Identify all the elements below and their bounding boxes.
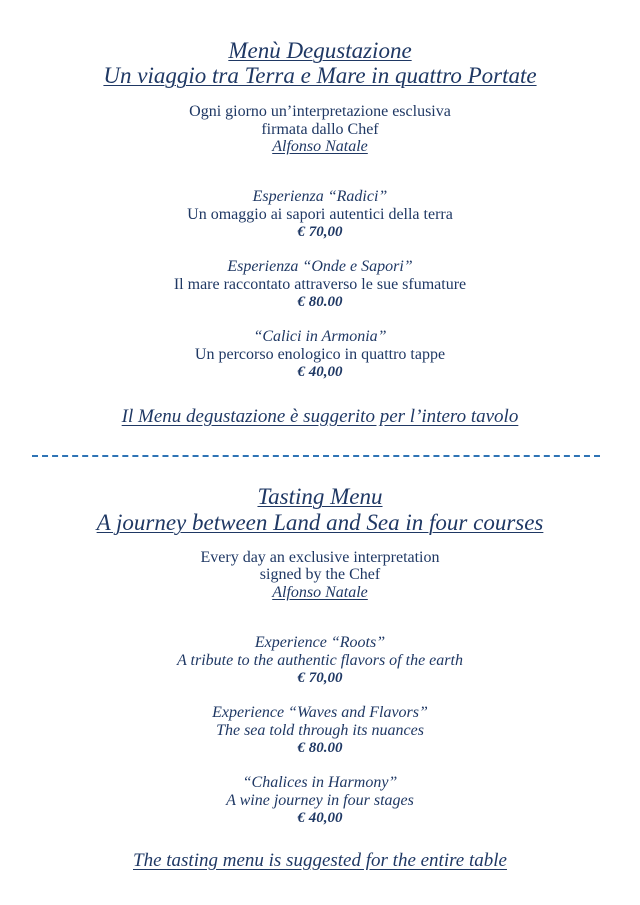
- english-experience-1-description: A tribute to the authentic flavors of the earth: [177, 652, 463, 669]
- english-intro-line2: signed by the Chef: [259, 566, 381, 583]
- italian-experience-2-price: € 80.00: [297, 294, 343, 310]
- english-experience-1-title: Experience “Roots”: [254, 634, 386, 651]
- english-subtitle: A journey between Land and Sea in four courses: [96, 510, 544, 535]
- english-experience-2-price: € 80.00: [297, 740, 343, 756]
- italian-experience-2-description: Il mare raccontato attraverso le sue sfumature: [173, 276, 467, 293]
- english-experience-3-title: “Chalices in Harmony”: [242, 774, 398, 791]
- italian-experience-3-description: Un percorso enologico in quattro tappe: [194, 346, 446, 363]
- italian-experience-1-title: Esperienza “Radici”: [252, 188, 388, 205]
- italian-intro-line2: firmata dallo Chef: [261, 121, 379, 138]
- italian-experience-1-price: € 70,00: [297, 224, 343, 240]
- english-notice: The tasting menu is suggested for the entire table: [133, 850, 507, 871]
- english-experience-3-price: € 40,00: [297, 810, 343, 826]
- english-experience-2-title: Experience “Waves and Flavors”: [212, 704, 428, 721]
- italian-experience-2-title: Esperienza “Onde e Sapori”: [227, 258, 413, 275]
- italian-chef-name: Alfonso Natale: [272, 138, 368, 155]
- english-intro-line1: Every day an exclusive interpretation: [200, 549, 440, 566]
- english-experience-3-description: A wine journey in four stages: [226, 792, 414, 809]
- italian-experience-3-title: “Calici in Armonia”: [253, 328, 387, 345]
- english-experience-1-price: € 70,00: [297, 670, 343, 686]
- english-chef-name: Alfonso Natale: [272, 584, 368, 601]
- english-title: Tasting Menu: [257, 484, 383, 509]
- italian-experience-1-description: Un omaggio ai sapori autentici della terra: [187, 206, 453, 223]
- italian-subtitle: Un viaggio tra Terra e Mare in quattro Portate: [103, 63, 537, 88]
- italian-notice: Il Menu degustazione è suggerito per l’intero tavolo: [121, 406, 519, 427]
- section-divider: [32, 455, 600, 457]
- english-experience-2-description: The sea told through its nuances: [216, 722, 424, 739]
- italian-intro-line1: Ogni giorno un’interpretazione esclusiva: [189, 103, 451, 120]
- italian-title: Menù Degustazione: [228, 38, 412, 63]
- italian-experience-3-price: € 40,00: [297, 364, 343, 380]
